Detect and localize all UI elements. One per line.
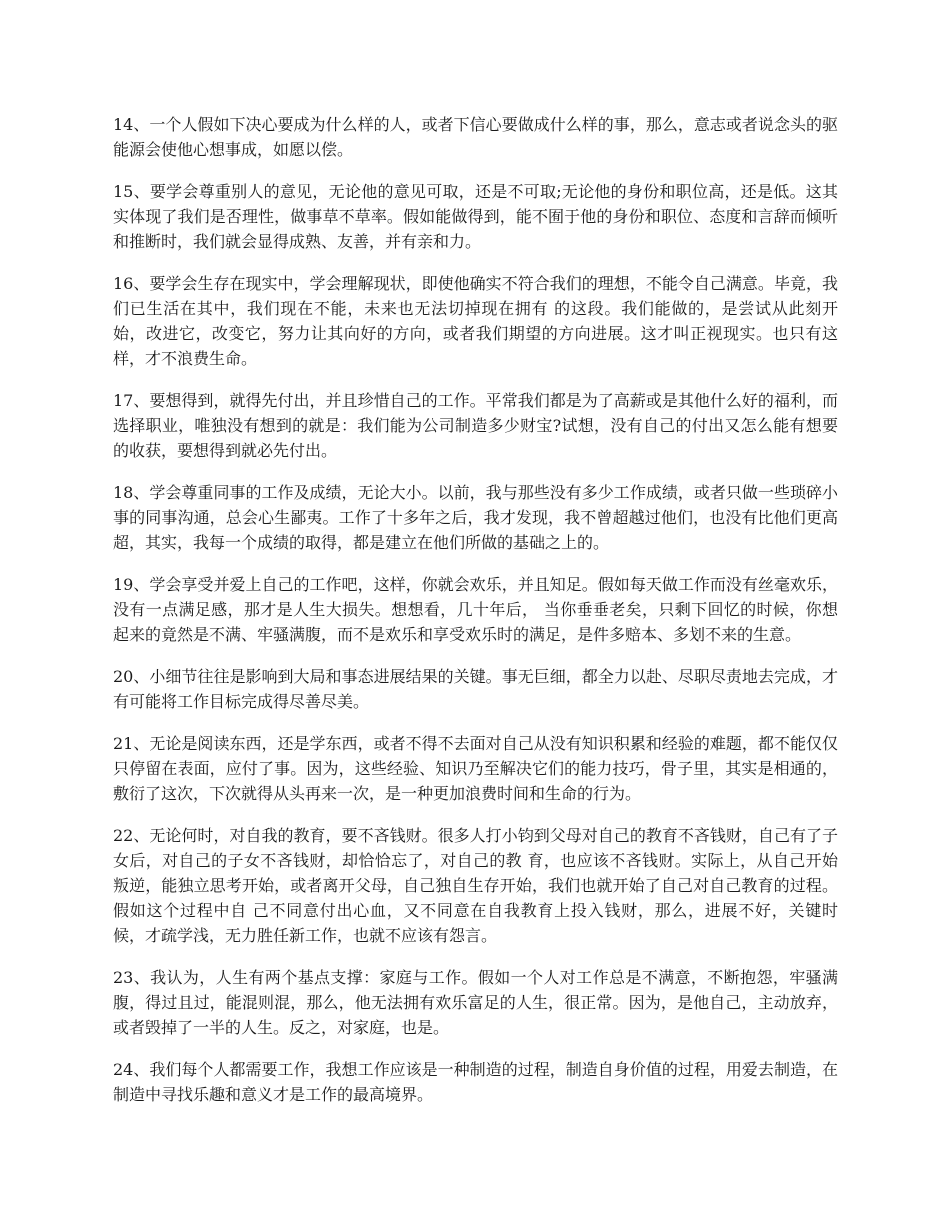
paragraph-21: 21、无论是阅读东西，还是学东西，或者不得不去面对自己从没有知识积累和经验的难题，都不能仅仅只停留在表面，应付了事。因为，这些经验、知识乃至解决它们的能力技巧，骨子里，其实是相通的，敷衍了这次，下次就得从头再来一次，是一种更加浪费时间和生命的行为。 bbox=[113, 734, 838, 803]
paragraph-16: 16、要学会生存在现实中，学会理解现状，即使他确实不符合我们的理想，不能令自己满意。毕竟，我们已生活在其中，我们现在不能，未来也无法切掉现在拥有 的这段。我们能做的，是尝试从此刻开始，改进它，改变它，努力让其向好的方向，或者我们期望的方向进展。这才叫正视现实。也只有这样，才不浪费生命。 bbox=[113, 274, 838, 368]
paragraph-17: 17、要想得到，就得先付出，并且珍惜自己的工作。平常我们都是为了高薪或是其他什么好的福利，而选择职业，唯独没有想到的就是：我们能为公司制造多少财宝?试想，没有自己的付出又怎么能有想要的收获，要想得到就必先付出。 bbox=[113, 391, 838, 460]
paragraph-23: 23、我认为，人生有两个基点支撑：家庭与工作。假如一个人对工作总是不满意，不断抱怨，牢骚满腹，得过且过，能混则混，那么，他无法拥有欢乐富足的人生，很正常。因为，是他自己，主动放弃，或者毁掉了一半的人生。反之，对家庭，也是。 bbox=[113, 968, 838, 1037]
paragraph-15: 15、要学会尊重别人的意见，无论他的意见可取，还是不可取;无论他的身份和职位高，还是低。这其实体现了我们是否理性，做事草不草率。假如能做得到，能不囿于他的身份和职位、态度和言辞而倾听和推断时，我们就会显得成熟、友善，并有亲和力。 bbox=[113, 182, 838, 251]
paragraph-14: 14、一个人假如下决心要成为什么样的人，或者下信心要做成什么样的事，那么，意志或者说念头的驱能源会使他心想事成，如愿以偿。 bbox=[113, 115, 838, 159]
paragraph-22: 22、无论何时，对自我的教育，要不吝钱财。很多人打小钧到父母对自己的教育不吝钱财，自己有了子女后，对自己的子女不吝钱财，却恰恰忘了，对自己的教 育，也应该不吝钱财。实际上，从自己开始叛逆，能独立思考开始，或者离开父母，自己独自生存开始，我们也就开始了自己对自己教育的过程。假如这个过程中自 己不同意付出心血，又不同意在自我教育上投入钱财，那么，进展不好，关键时候，才疏学浅，无力胜任新工作，也就不应该有怨言。 bbox=[113, 826, 838, 945]
paragraph-24: 24、我们每个人都需要工作，我想工作应该是一种制造的过程，制造自身价值的过程，用爱去制造，在制造中寻找乐趣和意义才是工作的最高境界。 bbox=[113, 1060, 838, 1104]
paragraph-18: 18、学会尊重同事的工作及成绩，无论大小。以前，我与那些没有多少工作成绩，或者只做一些琐碎小事的同事沟通，总会心生鄙夷。工作了十多年之后，我才发现，我不曾超越过他们，也没有比他们更高超，其实，我每一个成绩的取得，都是建立在他们所做的基础之上的。 bbox=[113, 483, 838, 552]
document-body bbox=[113, 112, 838, 1124]
paragraph-19: 19、学会享受并爱上自己的工作吧，这样，你就会欢乐，并且知足。假如每天做工作而没有丝毫欢乐，没有一点满足感，那才是人生大损失。想想看，几十年后， 当你垂垂老矣，只剩下回忆的时候，你想起来的竟然是不满、牢骚满腹，而不是欢乐和享受欢乐时的满足，是件多赔本、多划不来的生意。 bbox=[113, 575, 838, 644]
paragraph-20: 20、小细节往往是影响到大局和事态进展结果的关键。事无巨细，都全力以赴、尽职尽责地去完成，才有可能将工作目标完成得尽善尽美。 bbox=[113, 667, 838, 711]
